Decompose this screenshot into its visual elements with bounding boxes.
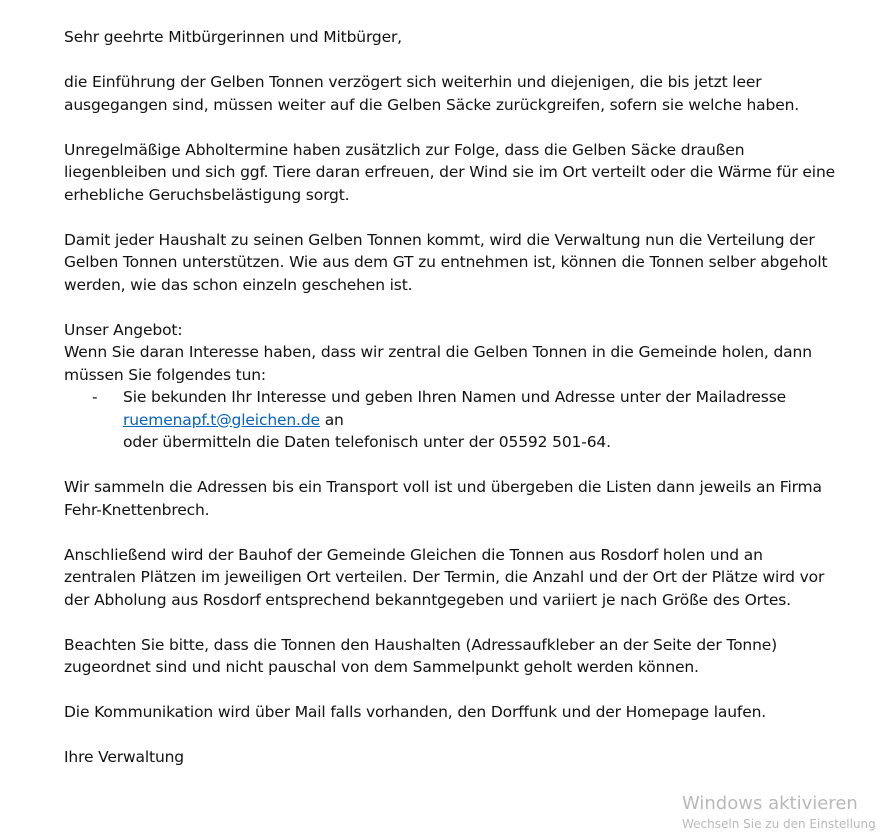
paragraph-line: Die Kommunikation wird über Mail falls vorhanden, den Dorffunk und der Homepage laufen. bbox=[64, 703, 767, 721]
paragraph-line: zentralen Plätzen im jeweiligen Ort verteilen. Der Termin, die Anzahl und der Ort der Plätze wird vor bbox=[64, 568, 825, 586]
paragraph-offer bbox=[64, 319, 824, 454]
paragraph-distribution bbox=[64, 229, 828, 297]
paragraph-line: ausgegangen sind, müssen weiter auf die Gelben Säcke zurückgreifen, sofern sie welche haben. bbox=[64, 95, 800, 114]
salutation bbox=[64, 26, 824, 49]
letter-document bbox=[64, 26, 836, 791]
paragraph-line: Beachten Sie bitte, dass die Tonnen den Haushalten (Adressaufkleber an der Seite der Tonne) bbox=[64, 635, 778, 654]
offer-heading: Unser Angebot: bbox=[64, 320, 183, 339]
paragraph-line: Wir sammeln die Adressen bis ein Transport voll ist und übergeben die Listen dann jeweils an Firma bbox=[64, 478, 822, 496]
paragraph-line: zugeordnet sind und nicht pauschal von dem Sammelpunkt geholt werden können. bbox=[64, 658, 699, 676]
paragraph-intro bbox=[64, 71, 824, 116]
watermark-title: Windows aktivieren bbox=[682, 793, 858, 814]
paragraph-line: liegenbleiben und sich ggf. Tiere daran erfreuen, der Wind sie im Ort verteilt oder die Wärme für eine bbox=[64, 163, 836, 181]
paragraph-line: Unregelmäßige Abholtermine haben zusätzlich zur Folge, dass die Gelben Säcke draußen bbox=[64, 140, 745, 159]
paragraph-line: der Abholung aus Rosdorf entsprechend bekanntgegeben und variiert je nach Größe des Ortes. bbox=[64, 590, 791, 609]
bullet-item bbox=[64, 386, 824, 409]
paragraph-line: Wenn Sie daran Interesse haben, dass wir zentral die Gelben Tonnen in die Gemeinde holen, dann bbox=[64, 343, 812, 361]
closing-text: Ihre Verwaltung bbox=[64, 748, 184, 766]
paragraph-line: Fehr-Knettenbrech. bbox=[64, 500, 210, 519]
paragraph-line: Gelben Tonnen unterstützen. Wie aus dem GT zu entnehmen ist, können die Tonnen selber abgeholt bbox=[64, 253, 828, 271]
paragraph-line: Anschließend wird der Bauhof der Gemeinde Gleichen die Tonnen aus Rosdorf holen und an bbox=[64, 545, 763, 564]
paragraph-irregular-pickup bbox=[64, 139, 836, 207]
closing bbox=[64, 746, 824, 769]
paragraph-collection bbox=[64, 476, 824, 521]
paragraph-assignment bbox=[64, 634, 824, 679]
paragraph-communication bbox=[64, 701, 824, 724]
bullet-after-email: an bbox=[319, 410, 344, 429]
paragraph-line: die Einführung der Gelben Tonnen verzögert sich weiterhin und diejenigen, die bis jetzt leer bbox=[64, 73, 762, 91]
bullet-dash: - bbox=[92, 388, 98, 406]
watermark-subtitle: Wechseln Sie zu den Einstellung bbox=[682, 817, 876, 831]
salutation-text: Sehr geehrte Mitbürgerinnen und Mitbürger, bbox=[64, 28, 402, 46]
paragraph-line: müssen Sie folgendes tun: bbox=[64, 365, 266, 384]
windows-activation-watermark bbox=[682, 792, 876, 832]
paragraph-line: werden, wie das schon einzeln geschehen ist. bbox=[64, 275, 413, 294]
paragraph-line: Damit jeder Haushalt zu seinen Gelben Tonnen kommt, wird die Verwaltung nun die Verteilung der bbox=[64, 230, 815, 249]
bullet-phone-line bbox=[64, 431, 824, 454]
bullet-line-1: Sie bekunden Ihr Interesse und geben Ihren Namen und Adresse unter der Mailadresse bbox=[123, 388, 787, 406]
bullet-line-3: oder übermitteln die Daten telefonisch unter der 05592 501-64. bbox=[123, 433, 611, 451]
bullet-email-line bbox=[64, 409, 824, 432]
email-link[interactable]: ruemenapf.t@gleichen.de bbox=[123, 410, 320, 429]
paragraph-bauhof bbox=[64, 544, 824, 612]
paragraph-line: erhebliche Geruchsbelästigung sorgt. bbox=[64, 185, 350, 204]
